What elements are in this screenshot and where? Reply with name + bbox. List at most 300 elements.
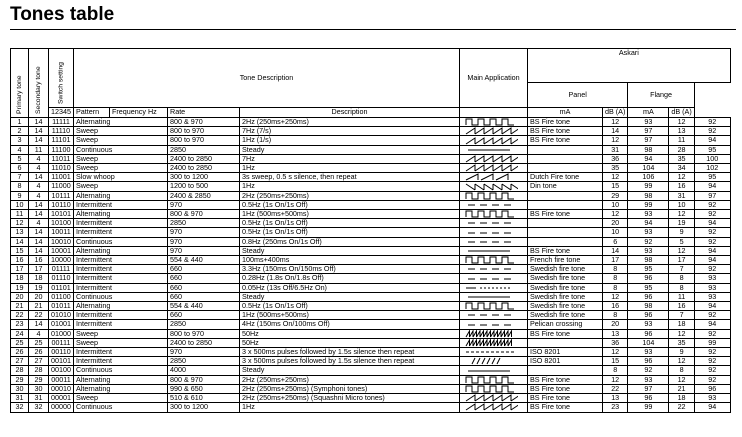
cell-panel-ma: 8 — [603, 366, 628, 375]
cell-main-application: BS Fire tone — [528, 403, 603, 412]
cell-flange-ma: 31 — [669, 191, 694, 200]
cell-primary-tone: 2 — [11, 127, 29, 136]
cell-flange-ma: 34 — [669, 164, 694, 173]
header-flange: Flange — [628, 83, 694, 108]
cell-rate: 1Hz — [240, 403, 460, 412]
cell-flange-db: 92 — [694, 348, 730, 357]
cell-pattern: Continuous — [74, 366, 168, 375]
cell-primary-tone: 13 — [11, 228, 29, 237]
table-row — [11, 394, 731, 403]
cell-secondary-tone: 14 — [29, 228, 49, 237]
cell-rate: 3 x 500ms pulses followed by 1.5s silence then repeat — [240, 348, 460, 357]
table-row — [11, 136, 731, 145]
cell-pattern: Sweep — [74, 154, 168, 163]
cell-switch-setting: 10000 — [49, 256, 74, 265]
cell-pattern: Alternating — [74, 210, 168, 219]
cell-secondary-tone: 14 — [29, 210, 49, 219]
cell-primary-tone: 4 — [11, 145, 29, 154]
cell-switch-setting: 10111 — [49, 191, 74, 200]
cell-switch-setting: 11001 — [49, 173, 74, 182]
cell-main-application: Pelican crossing — [528, 320, 603, 329]
cell-panel-db: 96 — [628, 274, 669, 283]
reverse-sawtooth-icon — [460, 182, 528, 191]
header-panel: Panel — [528, 83, 628, 108]
table-row — [11, 154, 731, 163]
cell-main-application: Din tone — [528, 182, 603, 191]
cell-pattern: Intermittent — [74, 320, 168, 329]
cell-flange-db: 102 — [694, 164, 730, 173]
cell-panel-ma: 20 — [603, 219, 628, 228]
cell-panel-db: 96 — [628, 292, 669, 301]
table-row — [11, 118, 731, 127]
cell-secondary-tone: 4 — [29, 164, 49, 173]
cell-rate: 7Hz — [240, 154, 460, 163]
title-rule — [10, 29, 736, 30]
cell-switch-setting: 01111 — [49, 265, 74, 274]
cell-panel-db: 96 — [628, 394, 669, 403]
cell-main-application: BS Fire tone — [528, 136, 603, 145]
cell-primary-tone: 29 — [11, 375, 29, 384]
cell-flange-ma: 35 — [669, 154, 694, 163]
intermittent-dots-icon — [460, 283, 528, 292]
table-row — [11, 403, 731, 412]
cell-flange-db: 94 — [694, 219, 730, 228]
cell-primary-tone: 1 — [11, 118, 29, 127]
cell-switch-setting: 11110 — [49, 127, 74, 136]
cell-pattern: Intermittent — [74, 200, 168, 209]
intermittent-icon — [460, 200, 528, 209]
cell-switch-setting: 10110 — [49, 200, 74, 209]
cell-flange-db: 92 — [694, 200, 730, 209]
table-row — [11, 200, 731, 209]
cell-flange-db: 94 — [694, 136, 730, 145]
cell-panel-ma: 15 — [603, 357, 628, 366]
header-secondary-tone: Secondary tone — [29, 49, 49, 118]
intermittent-icon — [460, 265, 528, 274]
cell-secondary-tone: 21 — [29, 302, 49, 311]
tones-table-wrapper — [10, 48, 731, 413]
cell-flange-ma: 12 — [669, 375, 694, 384]
cell-main-application — [528, 366, 603, 375]
cell-rate: 3.3Hz (150ms On/150ms Off) — [240, 265, 460, 274]
cell-secondary-tone: 22 — [29, 311, 49, 320]
cell-main-application: BS Fire tone — [528, 384, 603, 393]
cell-pattern: Intermittent — [74, 311, 168, 320]
cell-flange-ma: 18 — [669, 394, 694, 403]
cell-flange-db: 94 — [694, 403, 730, 412]
cell-rate: 50Hz — [240, 329, 460, 338]
cell-secondary-tone: 25 — [29, 338, 49, 347]
cell-rate: 0.5Hz (1s On/1s Off) — [240, 219, 460, 228]
header-switch-sub: 12345 — [49, 108, 74, 118]
cell-secondary-tone: 26 — [29, 348, 49, 357]
cell-pattern: Slow whoop — [74, 173, 168, 182]
cell-flange-ma: 35 — [669, 338, 694, 347]
cell-frequency: 2850 — [168, 320, 240, 329]
table-row — [11, 173, 731, 182]
cell-rate: 4Hz (150ms On/100ms Off) — [240, 320, 460, 329]
alternating-wave-icon — [460, 302, 528, 311]
cell-switch-setting: 10001 — [49, 246, 74, 255]
cell-main-application: French fire tone — [528, 256, 603, 265]
cell-secondary-tone: 19 — [29, 283, 49, 292]
cell-secondary-tone: 14 — [29, 118, 49, 127]
cell-panel-ma: 12 — [603, 375, 628, 384]
cell-secondary-tone: 18 — [29, 274, 49, 283]
cell-pattern: Intermittent — [74, 219, 168, 228]
cell-main-application: Swedish fire tone — [528, 302, 603, 311]
cell-flange-ma: 5 — [669, 237, 694, 246]
header-pattern: Pattern — [74, 108, 110, 118]
cell-flange-ma: 12 — [669, 329, 694, 338]
cell-flange-ma: 8 — [669, 366, 694, 375]
cell-panel-db: 96 — [628, 357, 669, 366]
cell-flange-db: 92 — [694, 375, 730, 384]
cell-primary-tone: 32 — [11, 403, 29, 412]
cell-panel-ma: 12 — [603, 292, 628, 301]
table-row — [11, 219, 731, 228]
table-row — [11, 348, 731, 357]
cell-primary-tone: 24 — [11, 329, 29, 338]
cell-flange-ma: 18 — [669, 320, 694, 329]
cell-primary-tone: 16 — [11, 256, 29, 265]
cell-switch-setting: 00110 — [49, 348, 74, 357]
cell-frequency: 300 to 1200 — [168, 403, 240, 412]
intermittent-icon — [460, 219, 528, 228]
cell-switch-setting: 01010 — [49, 311, 74, 320]
cell-rate: 3 x 500ms pulses followed by 1.5s silence then repeat — [240, 357, 460, 366]
cell-frequency: 554 & 440 — [168, 302, 240, 311]
cell-panel-db: 93 — [628, 228, 669, 237]
cell-rate: 7Hz (7/s) — [240, 127, 460, 136]
cell-pattern: Sweep — [74, 127, 168, 136]
cell-pattern: Intermittent — [74, 274, 168, 283]
alternating-wave-icon — [460, 191, 528, 200]
cell-main-application: Swedish fire tone — [528, 265, 603, 274]
cell-main-application: BS Fire tone — [528, 246, 603, 255]
cell-switch-setting: 11010 — [49, 164, 74, 173]
header-primary-tone: Primary tone — [11, 49, 29, 118]
cell-primary-tone: 20 — [11, 292, 29, 301]
cell-main-application: ISO 8201 — [528, 357, 603, 366]
cell-primary-tone: 5 — [11, 154, 29, 163]
cell-panel-db: 99 — [628, 403, 669, 412]
cell-panel-ma: 36 — [603, 338, 628, 347]
cell-primary-tone: 10 — [11, 200, 29, 209]
cell-panel-db: 92 — [628, 366, 669, 375]
cell-rate: 50Hz — [240, 338, 460, 347]
cell-panel-ma: 20 — [603, 320, 628, 329]
cell-primary-tone: 6 — [11, 164, 29, 173]
intermittent-icon — [460, 274, 528, 283]
cell-panel-ma: 8 — [603, 311, 628, 320]
cell-secondary-tone: 4 — [29, 182, 49, 191]
cell-switch-setting: 00010 — [49, 384, 74, 393]
sawtooth-icon — [460, 136, 528, 145]
header-main-application: Main Application — [460, 49, 528, 108]
cell-panel-ma: 36 — [603, 154, 628, 163]
cell-secondary-tone: 4 — [29, 154, 49, 163]
cell-rate: 2Hz (250ms+250ms) — [240, 118, 460, 127]
cell-rate: Steady — [240, 292, 460, 301]
cell-flange-db: 93 — [694, 283, 730, 292]
cell-rate: 3s sweep, 0.5 s silence, then repeat — [240, 173, 460, 182]
table-row — [11, 292, 731, 301]
cell-panel-db: 98 — [628, 302, 669, 311]
cell-primary-tone: 11 — [11, 210, 29, 219]
cell-primary-tone: 14 — [11, 237, 29, 246]
cell-flange-ma: 17 — [669, 256, 694, 265]
cell-flange-db: 92 — [694, 237, 730, 246]
cell-panel-ma: 12 — [603, 136, 628, 145]
cell-secondary-tone: 28 — [29, 366, 49, 375]
cell-main-application: BS Fire tone — [528, 394, 603, 403]
cell-rate: 1Hz (500ms+500ms) — [240, 311, 460, 320]
cell-main-application: Swedish fire tone — [528, 292, 603, 301]
cell-flange-db: 100 — [694, 154, 730, 163]
cell-panel-db: 93 — [628, 118, 669, 127]
cell-switch-setting: 00111 — [49, 338, 74, 347]
cell-panel-ma: 12 — [603, 348, 628, 357]
cell-frequency: 660 — [168, 274, 240, 283]
cell-primary-tone: 19 — [11, 283, 29, 292]
cell-primary-tone: 30 — [11, 384, 29, 393]
cell-frequency: 800 & 970 — [168, 375, 240, 384]
cell-panel-db: 97 — [628, 384, 669, 393]
header-application-blank — [460, 108, 528, 118]
cell-flange-db: 92 — [694, 127, 730, 136]
cell-pattern: Sweep — [74, 164, 168, 173]
cell-primary-tone: 18 — [11, 274, 29, 283]
cell-flange-db: 92 — [694, 228, 730, 237]
cell-frequency: 660 — [168, 292, 240, 301]
cell-panel-db: 93 — [628, 246, 669, 255]
cell-main-application — [528, 154, 603, 163]
cell-panel-db: 94 — [628, 154, 669, 163]
cell-flange-ma: 11 — [669, 292, 694, 301]
cell-main-application: BS Fire tone — [528, 118, 603, 127]
cell-main-application: Swedish fire tone — [528, 283, 603, 292]
cell-panel-ma: 23 — [603, 403, 628, 412]
cell-switch-setting: 11011 — [49, 154, 74, 163]
cell-frequency: 2400 to 2850 — [168, 164, 240, 173]
table-row — [11, 357, 731, 366]
cell-flange-db: 94 — [694, 320, 730, 329]
cell-pattern: Alternating — [74, 375, 168, 384]
header-description: Description — [240, 108, 460, 118]
cell-rate: 0.5Hz (1s On/1s Off) — [240, 302, 460, 311]
cell-pattern: Intermittent — [74, 256, 168, 265]
table-row — [11, 191, 731, 200]
cell-panel-ma: 8 — [603, 265, 628, 274]
cell-flange-ma: 16 — [669, 302, 694, 311]
cell-pattern: Alternating — [74, 384, 168, 393]
cell-flange-db: 95 — [694, 173, 730, 182]
fast-sawtooth-icon — [460, 329, 528, 338]
cell-frequency: 660 — [168, 283, 240, 292]
cell-panel-ma: 12 — [603, 210, 628, 219]
cell-flange-ma: 9 — [669, 348, 694, 357]
cell-secondary-tone: 4 — [29, 329, 49, 338]
cell-secondary-tone: 30 — [29, 384, 49, 393]
cell-panel-db: 104 — [628, 338, 669, 347]
cell-pattern: Continuous — [74, 145, 168, 154]
cell-main-application: BS Fire tone — [528, 329, 603, 338]
cell-flange-ma: 13 — [669, 127, 694, 136]
table-row — [11, 145, 731, 154]
cell-frequency: 970 — [168, 228, 240, 237]
cell-rate: 100ms+400ms — [240, 256, 460, 265]
cell-rate: Steady — [240, 246, 460, 255]
cell-switch-setting: 10010 — [49, 237, 74, 246]
cell-frequency: 800 & 970 — [168, 118, 240, 127]
cell-pattern: Sweep — [74, 136, 168, 145]
cell-rate: 0.5Hz (1s On/1s Off) — [240, 228, 460, 237]
cell-rate: Steady — [240, 145, 460, 154]
cell-panel-db: 93 — [628, 375, 669, 384]
sawtooth-icon — [460, 394, 528, 403]
steady-icon — [460, 145, 528, 154]
cell-secondary-tone: 14 — [29, 127, 49, 136]
cell-panel-ma: 29 — [603, 191, 628, 200]
cell-switch-setting: 01110 — [49, 274, 74, 283]
cell-flange-ma: 12 — [669, 118, 694, 127]
cell-rate: 2Hz (250ms+250ms) — [240, 191, 460, 200]
cell-flange-ma: 16 — [669, 182, 694, 191]
cell-frequency: 800 to 970 — [168, 127, 240, 136]
cell-panel-ma: 10 — [603, 200, 628, 209]
cell-rate: 0.05Hz (13s Off/6.5Hz On) — [240, 283, 460, 292]
tones-table — [10, 48, 731, 413]
cell-frequency: 800 to 970 — [168, 329, 240, 338]
cell-panel-db: 93 — [628, 210, 669, 219]
page-title: Tones table — [10, 4, 115, 25]
cell-panel-db: 95 — [628, 265, 669, 274]
cell-main-application: BS Fire tone — [528, 210, 603, 219]
cell-frequency: 800 to 970 — [168, 136, 240, 145]
alternating-wave-icon — [460, 210, 528, 219]
cell-pattern: Continuous — [74, 403, 168, 412]
cell-rate: 0.28Hz (1.8s On/1.8s Off) — [240, 274, 460, 283]
cell-frequency: 554 & 440 — [168, 256, 240, 265]
cell-panel-ma: 12 — [603, 118, 628, 127]
cell-flange-ma: 7 — [669, 311, 694, 320]
cell-secondary-tone: 14 — [29, 320, 49, 329]
cell-frequency: 970 — [168, 246, 240, 255]
intermittent-icon — [460, 311, 528, 320]
cell-rate: 1Hz (1/s) — [240, 136, 460, 145]
intermittent-icon — [460, 228, 528, 237]
cell-switch-setting: 01101 — [49, 283, 74, 292]
cell-pattern: Sweep — [74, 329, 168, 338]
cell-main-application — [528, 338, 603, 347]
header-panel-ma: mA — [528, 108, 603, 118]
cell-panel-ma: 15 — [603, 182, 628, 191]
cell-pattern: Alternating — [74, 246, 168, 255]
alternating-wave-icon — [460, 375, 528, 384]
cell-flange-db: 92 — [694, 311, 730, 320]
cell-panel-db: 93 — [628, 320, 669, 329]
cell-frequency: 2850 — [168, 357, 240, 366]
cell-flange-ma: 7 — [669, 265, 694, 274]
cell-panel-ma: 6 — [603, 237, 628, 246]
cell-flange-ma: 12 — [669, 173, 694, 182]
cell-panel-ma: 13 — [603, 394, 628, 403]
cell-rate: Steady — [240, 366, 460, 375]
cell-main-application: ISO 8201 — [528, 348, 603, 357]
cell-panel-db: 95 — [628, 283, 669, 292]
table-row — [11, 320, 731, 329]
cell-flange-ma: 12 — [669, 357, 694, 366]
table-row — [11, 237, 731, 246]
cell-panel-db: 98 — [628, 256, 669, 265]
table-row — [11, 375, 731, 384]
cell-frequency: 510 & 610 — [168, 394, 240, 403]
cell-flange-db: 94 — [694, 182, 730, 191]
cell-frequency: 800 & 970 — [168, 210, 240, 219]
cell-pattern: Intermittent — [74, 265, 168, 274]
header-panel-db: dB (A) — [603, 108, 628, 118]
cell-flange-ma: 9 — [669, 228, 694, 237]
cell-flange-db: 94 — [694, 302, 730, 311]
cell-panel-db: 99 — [628, 200, 669, 209]
cell-secondary-tone: 16 — [29, 256, 49, 265]
slow-whoop-icon — [460, 173, 528, 182]
cell-panel-ma: 16 — [603, 302, 628, 311]
cell-panel-ma: 8 — [603, 274, 628, 283]
table-row — [11, 384, 731, 393]
cell-switch-setting: 10011 — [49, 228, 74, 237]
header-tone-description: Tone Description — [74, 49, 460, 108]
cell-secondary-tone: 14 — [29, 200, 49, 209]
cell-panel-db: 92 — [628, 237, 669, 246]
table-row — [11, 338, 731, 347]
cell-secondary-tone: 31 — [29, 394, 49, 403]
cell-main-application — [528, 164, 603, 173]
header-frequency: Frequency Hz — [110, 108, 168, 118]
cell-flange-db: 93 — [694, 274, 730, 283]
cell-frequency: 970 — [168, 200, 240, 209]
sawtooth-icon — [460, 403, 528, 412]
cell-primary-tone: 27 — [11, 357, 29, 366]
header-flange-ma: mA — [628, 108, 669, 118]
cell-main-application — [528, 228, 603, 237]
cell-switch-setting: 10100 — [49, 219, 74, 228]
steady-icon — [460, 366, 528, 375]
cell-main-application — [528, 219, 603, 228]
cell-switch-setting: 10101 — [49, 210, 74, 219]
cell-rate: 0.8Hz (250ms On/1s Off) — [240, 237, 460, 246]
cell-secondary-tone: 4 — [29, 191, 49, 200]
cell-panel-db: 94 — [628, 219, 669, 228]
intermittent-icon — [460, 320, 528, 329]
cell-switch-setting: 00101 — [49, 357, 74, 366]
table-row — [11, 246, 731, 255]
cell-flange-db: 96 — [694, 384, 730, 393]
cell-switch-setting: 11000 — [49, 182, 74, 191]
cell-switch-setting: 00000 — [49, 403, 74, 412]
cell-flange-ma: 8 — [669, 283, 694, 292]
cell-frequency: 4000 — [168, 366, 240, 375]
cell-flange-db: 97 — [694, 191, 730, 200]
cell-flange-db: 92 — [694, 366, 730, 375]
cell-flange-db: 95 — [694, 145, 730, 154]
cell-pattern: Sweep — [74, 338, 168, 347]
alternating-wave-icon — [460, 384, 528, 393]
cell-pattern: Alternating — [74, 118, 168, 127]
cell-rate: 2Hz (250ms+250ms) — [240, 375, 460, 384]
cell-flange-db: 92 — [694, 357, 730, 366]
